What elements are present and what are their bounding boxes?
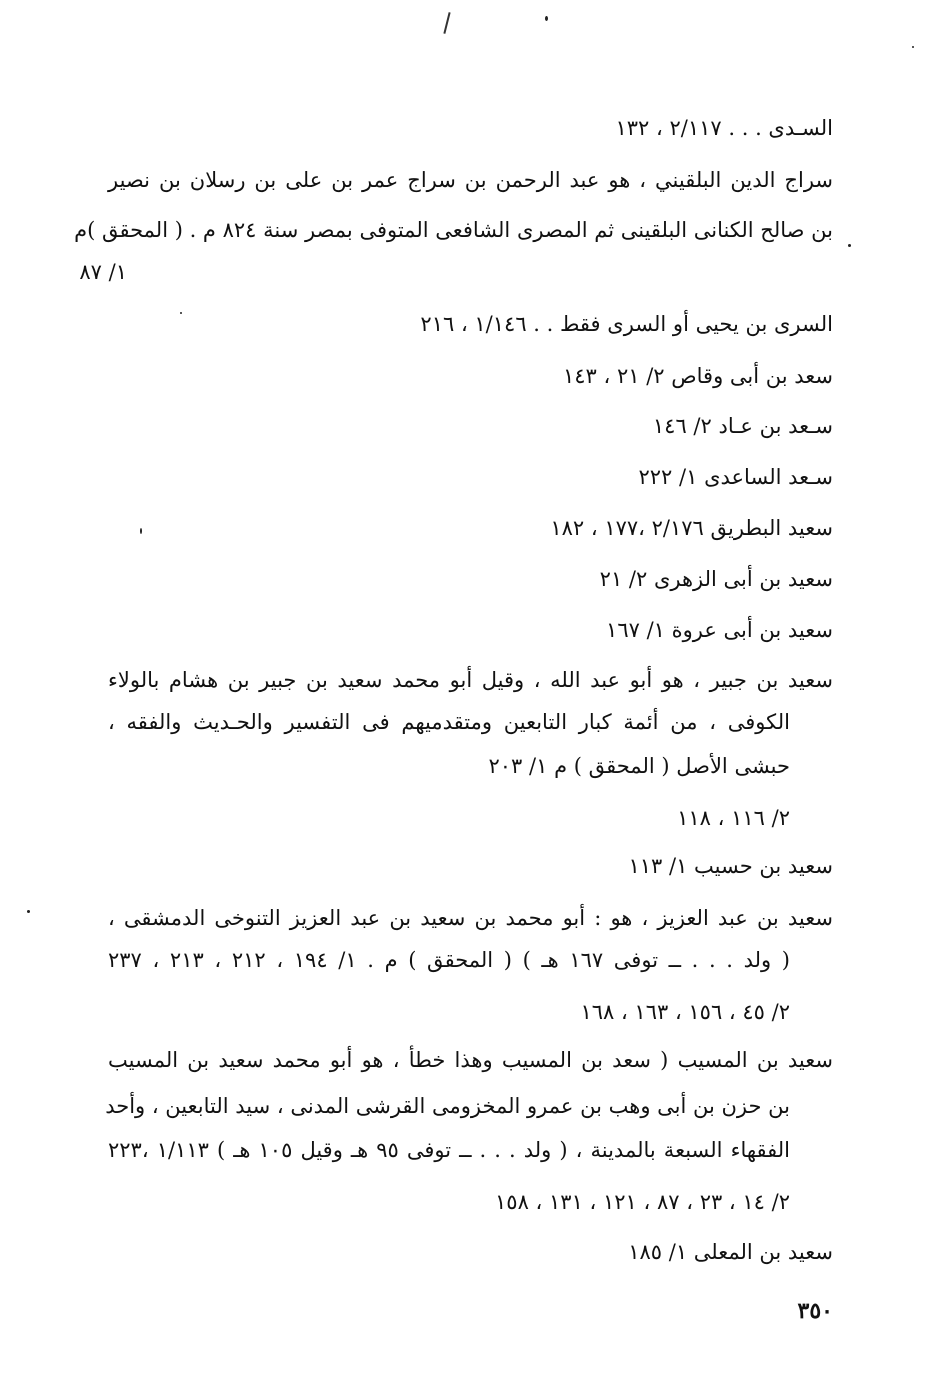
scan-mark [443,12,450,34]
entry-line: سعيد بن جبير ، هو أبو عبد الله ، وقيل أبو محمد سعيد بن جبير بن هشام بالولاء [108,668,833,692]
page-number: ٣٥٠ [797,1298,833,1324]
entry-line: ١/ ٨٧ [79,260,127,284]
scan-speck [140,528,142,534]
entry-line: ٢/ ٤٥ ، ١٥٦ ، ١٦٣ ، ١٦٨ [580,1000,790,1024]
entry-line: سعد بن أبى وقاص ٢/ ٢١ ، ١٤٣ [562,364,833,388]
entry-line: سعيد بن المعلى ١/ ١٨٥ [628,1240,833,1264]
entry-line: السـدى . . . ٢/١١٧ ، ١٣٢ [615,116,833,140]
entry-line: سعيد بن أبى الزهرى ٢/ ٢١ [599,567,833,591]
entry-line: سعيد بن المسيب ( سعد بن المسيب وهذا خطأ ، هو أبو محمد سعيد بن المسيب [108,1048,833,1072]
scan-speck [912,46,914,48]
scan-speck [180,312,182,314]
entry-line: ٢/ ١١٦ ، ١١٨ [677,806,790,830]
entry-line: السرى بن يحيى أو السرى فقط . . ١/١٤٦ ، ٢١٦ [420,312,833,336]
entry-line: الكوفى ، من أئمة كبار التابعين ومتقدميهم فى التفسير والحـديث والفقه ، [108,710,790,734]
entry-line: سعيد بن عبد العزيز ، هو : أبو محمد بن سعيد بن عبد العزيز التنوخى الدمشقى ، [108,906,833,930]
entry-line: سـعد الساعدى ١/ ٢٢٢ [638,465,833,489]
entry-line: سعيد البطريق ٢/١٧٦ ،١٧٧ ، ١٨٢ [550,516,833,540]
entry-line: ٢/ ١٤ ، ٢٣ ، ٨٧ ، ١٢١ ، ١٣١ ، ١٥٨ [495,1190,790,1214]
entry-line: بن صالح الكنانى البلقينى ثم المصرى الشافعى المتوفى بمصر سنة ٨٢٤ م . ( المحقق )م [74,218,833,242]
entry-line: سعيد بن أبى عروة ١/ ١٦٧ [606,618,833,642]
entry-line: سراج الدين البلقيني ، هو عبد الرحمن بن سراج عمر بن على بن رسلان بن نصير [108,168,833,192]
scan-speck [545,16,548,21]
scan-speck [848,244,851,247]
entry-line: بن حزن بن أبى وهب بن عمرو المخزومى القرشى المدنى ، سيد التابعين ، وأحد [105,1094,790,1118]
scan-speck [27,910,30,913]
entry-line: ( ولد . . . ــ توفى ١٦٧ هـ ) ( المحقق ) م . ١/ ١٩٤ ، ٢١٢ ، ٢١٣ ، ٢٣٧ [108,948,790,972]
entry-line: الفقهاء السبعة بالمدينة ، ( ولد . . . ــ توفى ٩٥ هـ وقيل ١٠٥ هـ ) ١/١١٣ ،٢٢٣ [108,1138,791,1162]
entry-line: سعيد بن حسيب ١/ ١١٣ [628,854,833,878]
entry-line: سـعد بن عـاد ٢/ ١٤٦ [652,414,833,438]
entry-line: حبشى الأصل ( المحقق ) م ١/ ٢٠٣ [488,754,790,778]
